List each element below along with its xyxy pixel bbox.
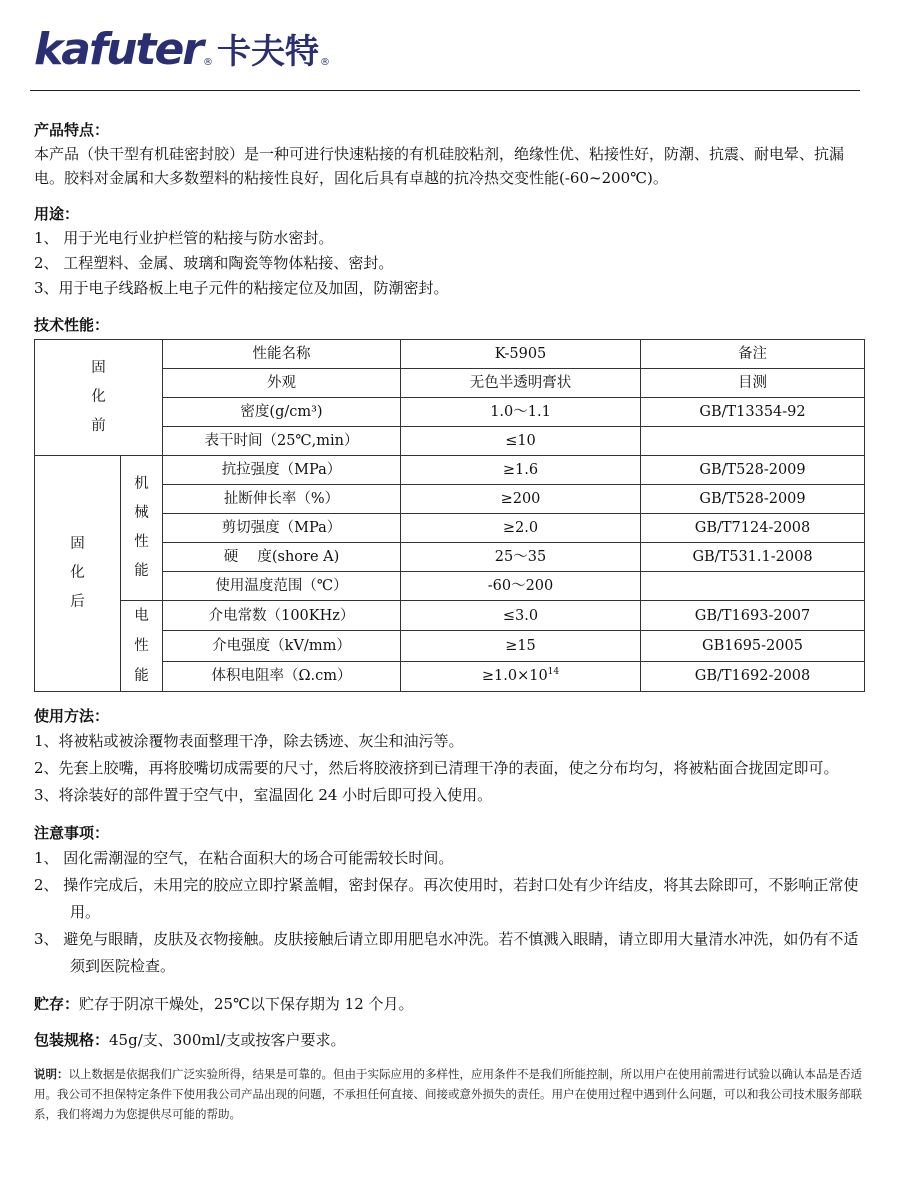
table-row: 体积电阻率（Ω.cm） $\ge 1.0\times 10^{14}$ GB/T1692-2008 [35,661,865,691]
caution-item: 2、 操作完成后，未用完的胶应立即拧紧盖帽，密封保存。再次使用时，若封口处有少许结皮，将其去除即可，不影响正常使用。 [34,876,859,921]
header-name: 性能名称 [163,340,401,369]
table-row: 硬 度(shore A) 25～35 GB/T531.1-2008 [35,543,865,572]
table-row: 表干时间（25℃,min） ≤10 [35,427,865,456]
tech-title: 技术性能： [34,316,110,334]
features-title: 产品特点： [34,121,110,139]
method-item: 3、将涂装好的部件置于空气中，室温固化 24 小时后即可投入使用。 [34,786,493,804]
registered-mark-cn: ® [320,57,330,68]
use-item: 1、 用于光电行业护栏管的粘接与防水密封。 [34,229,334,247]
registered-mark: ® [203,57,213,68]
method-title: 使用方法： [34,707,110,725]
table-row: 使用温度范围（℃） -60～200 [35,572,865,601]
method-item: 1、将被粘或被涂覆物表面整理干净，除去锈迹、灰尘和油污等。 [34,732,464,750]
uses-title: 用途： [34,205,80,223]
group-electrical: 电性能 [121,601,163,692]
volume-resistivity-value: $\ge 1.0\times 10^{14}$ [401,661,641,691]
disclaimer: 说明：以上数据是依据我们广泛实验所得，结果是可靠的。但由于实际应用的多样性，应用条件不是我们所能控制，所以用户在使用前需进行试验以确认本品是否适用。我公司不担保特定条件下使用我公司产品出现的问题，不承担任何直接、间接或意外损失的责任。用户在使用过程中遇到什么问题，可以和我公司技术服务部联系，我们将竭力为您提供尽可能的帮助。 [34,1067,862,1121]
features-text: 本产品（快干型有机硅密封胶）是一种可进行快速粘接的有机硅胶粘剂，绝缘性优、粘接性好，防潮、抗震、耐电晕、抗漏电。胶料对金属和大多数塑料的粘接性良好，固化后具有卓越的抗冷热交变性能(-60~200℃)。 [34,145,845,187]
table-row: 电性能 介电常数（100KHz） ≤3.0 GB/T1693-2007 [35,601,865,631]
table-row: 密度(g/cm³) 1.0～1.1 GB/T13354-92 [35,398,865,427]
group-mechanical: 机械性能 [121,456,163,601]
caution-item: 1、 固化需潮湿的空气，在粘合面积大的场合可能需较长时间。 [34,849,454,867]
header-model: K-5905 [401,340,641,369]
method-item: 2、先套上胶嘴，再将胶嘴切成需要的尺寸，然后将胶液挤到已清理干净的表面，使之分布均匀，将被粘面合拢固定即可。 [34,759,839,777]
cautions-title: 注意事项： [34,824,110,842]
spec-table [34,339,865,692]
table-row: 扯断伸长率（%） ≥200 GB/T528-2009 [35,485,865,514]
brand-name-en: kafuter [34,24,202,75]
document-body [34,118,870,1124]
table-row: 外观 无色半透明膏状 目测 [35,369,865,398]
table-header-row [35,340,865,369]
storage-line: 贮存：贮存于阴凉干燥处，25℃以下保存期为 12 个月。 [34,995,414,1013]
table-row: 固化后 机械性能 抗拉强度（MPa） ≥1.6 GB/T528-2009 [35,456,865,485]
use-item: 3、用于电子线路板上电子元件的粘接定位及加固，防潮密封。 [34,279,449,297]
table-row: 介电强度（kV/mm） ≥15 GB1695-2005 [35,631,865,661]
page-header [30,22,870,92]
group-after-cure: 固化后 [35,456,121,692]
header-remark: 备注 [641,340,865,369]
brand-logo [34,24,332,75]
packaging-line: 包装规格：45g/支、300ml/支或按客户要求。 [34,1031,346,1049]
brand-name-cn: 卡夫特 [217,32,319,72]
table-row: 剪切强度（MPa） ≥2.0 GB/T7124-2008 [35,514,865,543]
header-divider [30,90,860,91]
group-before-cure: 固化前 [35,340,163,456]
caution-item: 3、 避免与眼睛，皮肤及衣物接触。皮肤接触后请立即用肥皂水冲洗。若不慎溅入眼睛，请立即用大量清水冲洗，如仍有不适须到医院检查。 [34,930,859,975]
use-item: 2、 工程塑料、金属、玻璃和陶瓷等物体粘接、密封。 [34,254,394,272]
